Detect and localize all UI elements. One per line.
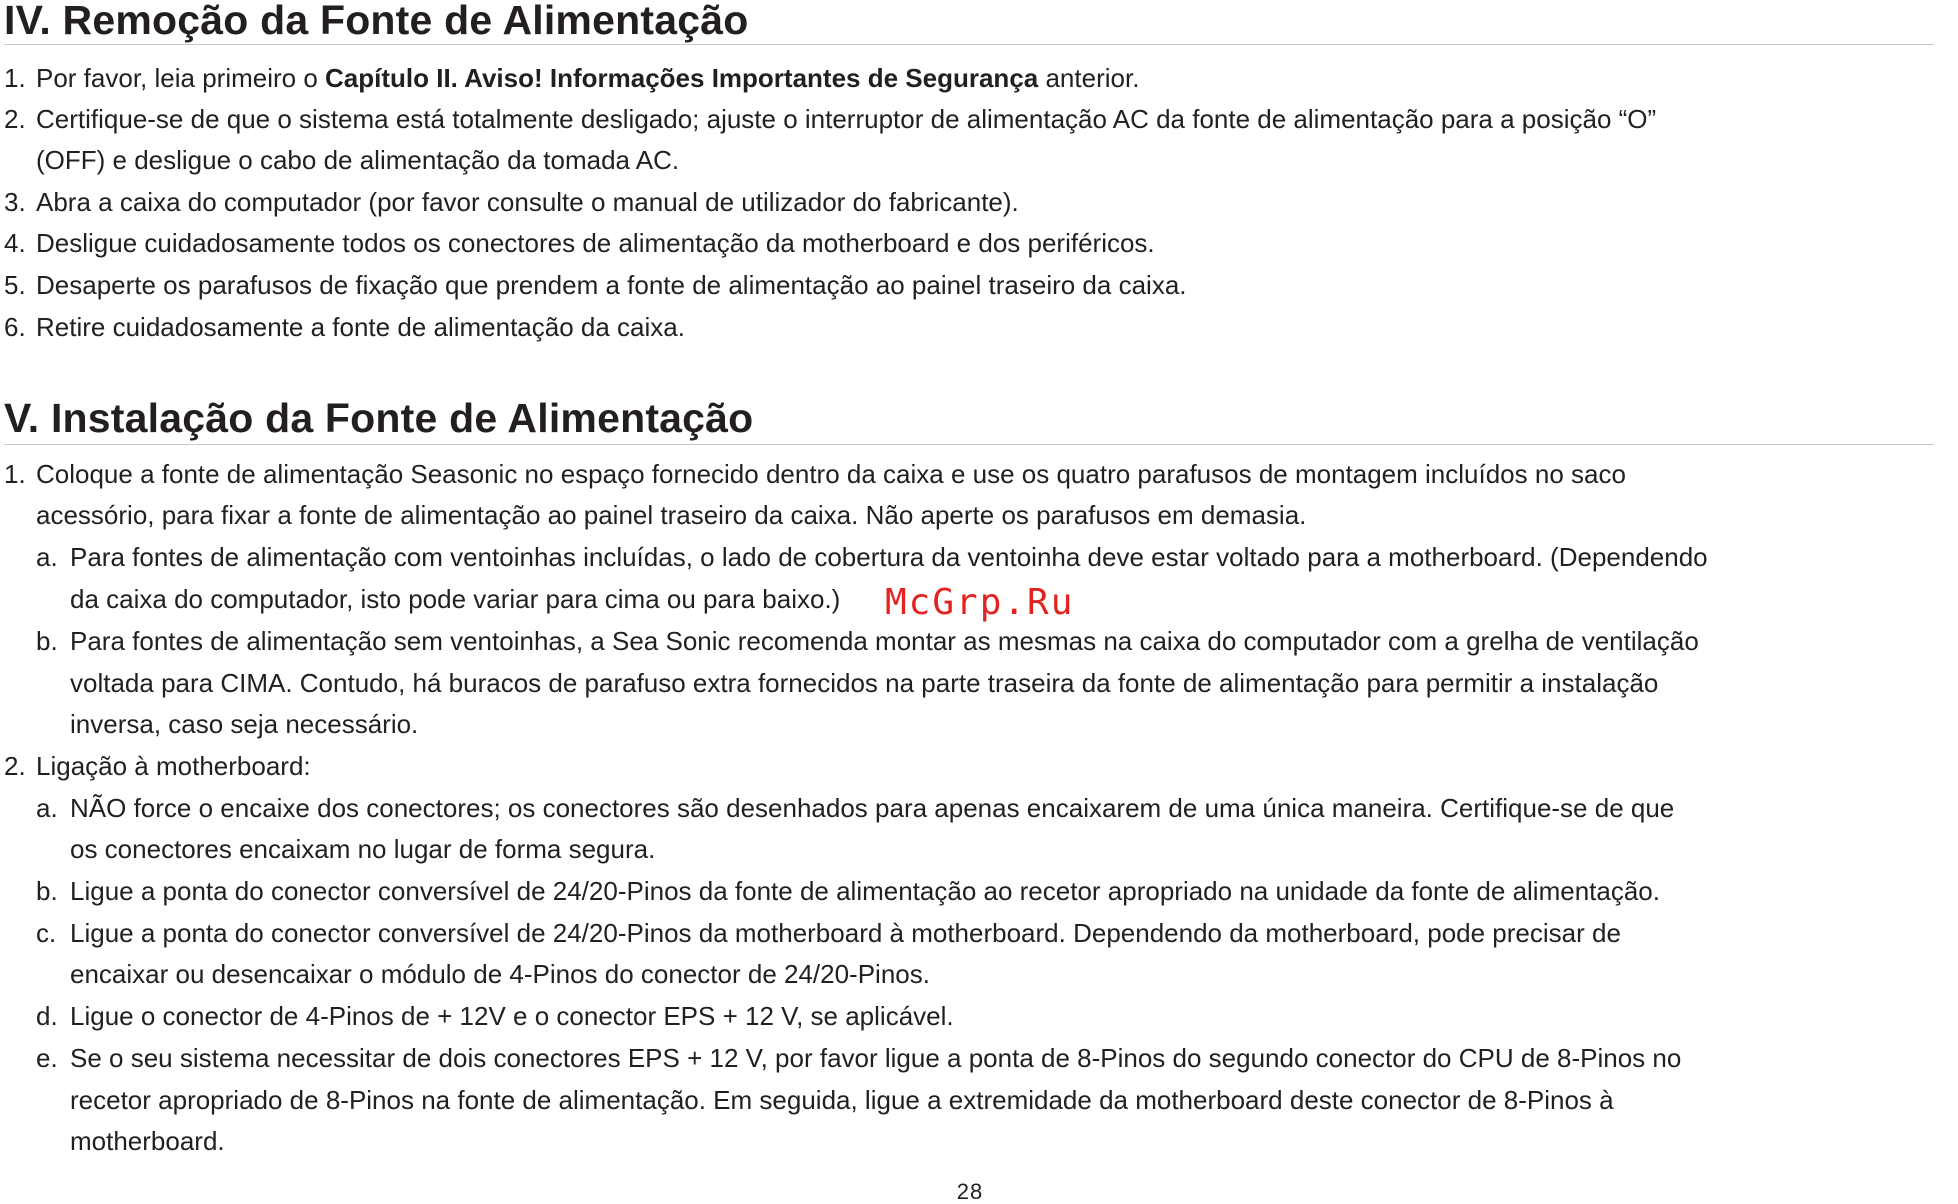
item-text: Ligação à motherboard: [36, 751, 311, 781]
sub-item-text: da caixa do computador, isto pode variar para cima ou para baixo.) [70, 584, 841, 614]
item-text: Desaperte os parafusos de fixação que prendem a fonte de alimentação ao painel traseiro da caixa. [36, 270, 1187, 300]
section-iv-title: IV. Remoção da Fonte de Alimentação [4, 0, 749, 43]
item-text: acessório, para fixar a fonte de alimentação ao painel traseiro da caixa. Não aperte os parafusos em demasia. [36, 500, 1307, 530]
item-number: 3. [4, 187, 26, 217]
item-text: Certifique-se de que o sistema está totalmente desligado; ajuste o interruptor de alimentação AC da fonte de alimentação para a posição “O” [36, 104, 1657, 134]
item-number: 1. [4, 459, 26, 489]
item-text: Abra a caixa do computador (por favor consulte o manual de utilizador do fabricante). [36, 187, 1019, 217]
watermark: McGrp.Ru [885, 582, 1075, 623]
item-number: 2. [4, 751, 26, 781]
sub-item-text: os conectores encaixam no lugar de forma segura. [70, 834, 656, 864]
sub-item-text: voltada para CIMA. Contudo, há buracos de parafuso extra fornecidos na parte traseira da fonte de alimentação para permitir a instalação [70, 668, 1659, 698]
sub-item-text: Ligue o conector de 4-Pinos de + 12V e o conector EPS + 12 V, se aplicável. [70, 1001, 954, 1031]
sub-item-text: Para fontes de alimentação com ventoinhas incluídas, o lado de cobertura da ventoinha deve estar voltado para a motherboard. (Dependendo [70, 542, 1708, 572]
item-number: 1. [4, 63, 26, 93]
sub-item-text: Ligue a ponta do conector conversível de 24/20-Pinos da fonte de alimentação ao recetor apropriado na unidade da fonte de alimentação. [70, 876, 1660, 906]
sub-item-letter: e. [36, 1043, 58, 1073]
section-v-divider [4, 444, 1934, 445]
item-text: Retire cuidadosamente a fonte de alimentação da caixa. [36, 312, 685, 342]
item-text-post: anterior. [1038, 63, 1140, 93]
sub-item-text: recetor apropriado de 8-Pinos na fonte de alimentação. Em seguida, ligue a extremidade da motherboard deste conector de 8-Pinos à [70, 1085, 1614, 1115]
sub-item-text: Para fontes de alimentação sem ventoinhas, a Sea Sonic recomenda montar as mesmas na caixa do computador com a grelha de ventilação [70, 626, 1699, 656]
item-text: Coloque a fonte de alimentação Seasonic no espaço fornecido dentro da caixa e use os quatro parafusos de montagem incluídos no saco [36, 459, 1626, 489]
section-iv-divider [4, 44, 1934, 45]
item-number: 6. [4, 312, 26, 342]
sub-item-letter: c. [36, 918, 57, 948]
sub-item-text: Se o seu sistema necessitar de dois conectores EPS + 12 V, por favor ligue a ponta de 8-Pinos do segundo conector do CPU de 8-Pinos no [70, 1043, 1682, 1073]
sub-item-text: encaixar ou desencaixar o módulo de 4-Pinos do conector de 24/20-Pinos. [70, 959, 930, 989]
item-text: (OFF) e desligue o cabo de alimentação da tomada AC. [36, 145, 680, 175]
sub-item-letter: a. [36, 793, 58, 823]
sub-item-letter: b. [36, 626, 58, 656]
sub-item-letter: d. [36, 1001, 58, 1031]
item-text: Desligue cuidadosamente todos os conectores de alimentação da motherboard e dos periféricos. [36, 228, 1155, 258]
chapter-reference: Capítulo II. Aviso! Informações Importantes de Segurança [325, 63, 1039, 93]
page-number: 28 [956, 1179, 984, 1204]
sub-item-text: NÃO force o encaixe dos conectores; os conectores são desenhados para apenas encaixarem de uma única maneira. Certifique-se de que [70, 793, 1675, 823]
sub-item-text: inversa, caso seja necessário. [70, 709, 419, 739]
section-v-title: V. Instalação da Fonte de Alimentação [4, 395, 754, 441]
item-number: 2. [4, 104, 26, 134]
sub-item-text: Ligue a ponta do conector conversível de 24/20-Pinos da motherboard à motherboard. Dependendo da motherboard, pode precisar de [70, 918, 1621, 948]
item-text [36, 63, 1139, 93]
item-text-pre: Por favor, leia primeiro o [36, 63, 326, 93]
item-number: 4. [4, 228, 26, 258]
sub-item-letter: b. [36, 876, 58, 906]
sub-item-text: motherboard. [70, 1126, 225, 1156]
sub-item-letter: a. [36, 542, 58, 572]
item-number: 5. [4, 270, 26, 300]
